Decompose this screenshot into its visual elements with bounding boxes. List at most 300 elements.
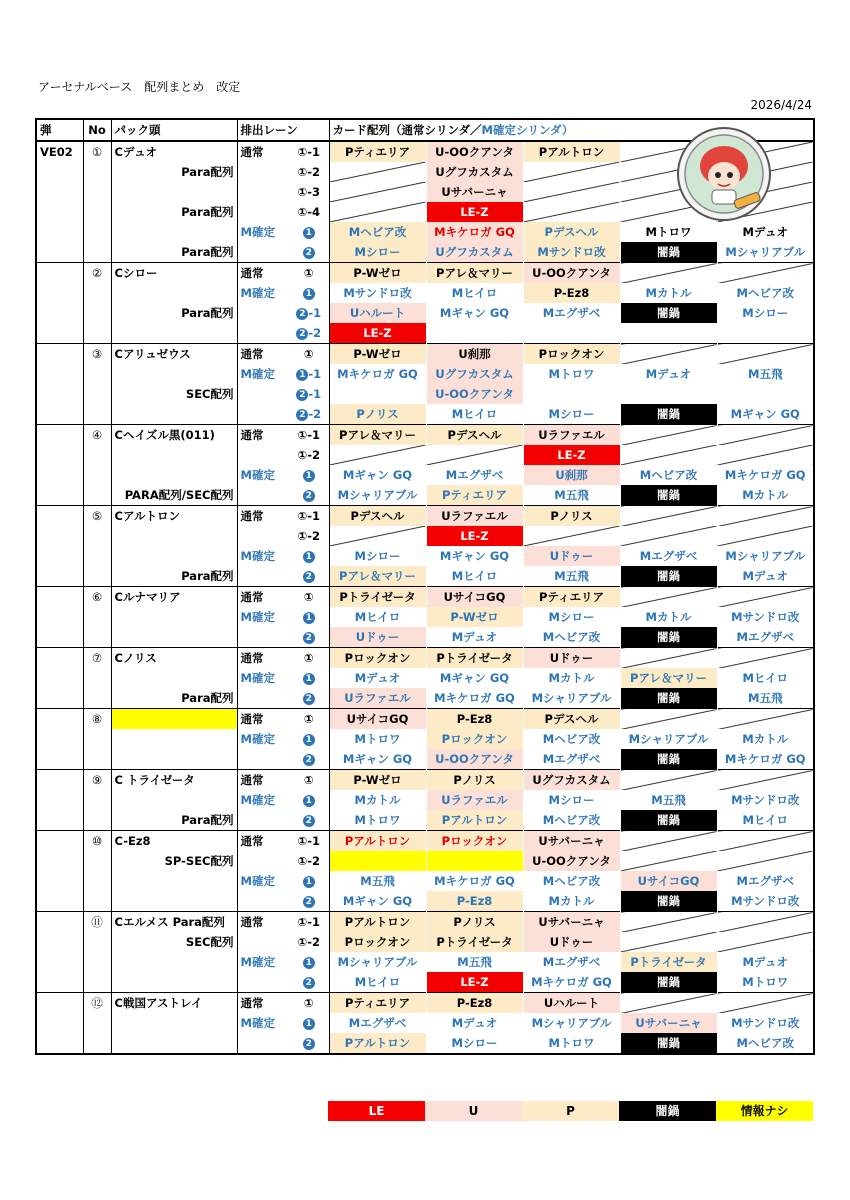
card-slot (329, 851, 426, 871)
card-slot: Uドゥー (523, 932, 620, 952)
lane-number (289, 1013, 329, 1033)
table-row (36, 993, 814, 1014)
card-slot: Pティエリア (426, 485, 523, 506)
card-slot: Mデュオ (717, 222, 814, 242)
card-slot (620, 425, 717, 446)
pack-arrangement: Para配列 (181, 205, 234, 219)
table-row (36, 790, 814, 810)
lane-number (289, 384, 329, 404)
table-row (36, 242, 814, 263)
lane-number (289, 607, 329, 627)
card-slot: Pアレ＆マリー (329, 425, 426, 446)
card-slot: 闇鍋 (620, 627, 717, 648)
card-slot (523, 526, 620, 546)
card-slot: Mエグザベ (523, 303, 620, 323)
pack-number (83, 1013, 111, 1033)
card-slot: Pデスヘル (426, 425, 523, 446)
dan-cell (36, 648, 83, 669)
card-slot: Mサンドロ改 (523, 242, 620, 263)
card-slot: UサイコGQ (426, 587, 523, 608)
card-slot (717, 506, 814, 527)
card-slot: 闇鍋 (620, 303, 717, 323)
card-slot: Pトライゼータ (426, 932, 523, 952)
pack-cell (111, 993, 237, 1014)
lane-type (237, 323, 289, 344)
card-slot: Mエグザベ (523, 952, 620, 972)
table-row (36, 506, 814, 527)
card-slot: 闇鍋 (620, 972, 717, 993)
pack-number (83, 871, 111, 891)
pack-name: Cヘイズル黒(011) (114, 428, 215, 442)
card-slot: 闇鍋 (620, 1033, 717, 1054)
card-slot: P-Wゼロ (329, 344, 426, 365)
card-slot (620, 587, 717, 608)
card-slot (620, 648, 717, 669)
card-slot: Mエグザベ (717, 871, 814, 891)
pack-cell (111, 648, 237, 669)
card-slot: Mサンドロ改 (717, 790, 814, 810)
card-slot: Mトロワ (620, 222, 717, 242)
card-slot (717, 932, 814, 952)
card-slot: Mヒイロ (717, 668, 814, 688)
pack-cell (111, 465, 237, 485)
lane-type: 通常 (237, 648, 289, 669)
card-slot (329, 182, 426, 202)
card-slot: Mヒイロ (329, 972, 426, 993)
card-slot: Mトロワ (523, 364, 620, 384)
card-slot: Mサンドロ改 (329, 283, 426, 303)
pack-number (83, 445, 111, 465)
card-slot: Uハルート (329, 303, 426, 323)
pack-cell (111, 566, 237, 587)
lane-number (289, 546, 329, 566)
card-slot: Mシャリアブル (523, 688, 620, 709)
card-slot (620, 384, 717, 404)
pack-cell (111, 222, 237, 242)
pack-number (83, 485, 111, 506)
lane-type (237, 202, 289, 222)
card-slot: Mキケロガ GQ (426, 222, 523, 242)
dan-cell (36, 283, 83, 303)
lane-circle-icon: 1 (296, 369, 308, 381)
header-cards-m: M確定シリンダ） (481, 123, 574, 137)
card-slot: Mヘビア改 (523, 729, 620, 749)
card-slot: LE-Z (329, 323, 426, 344)
lane-suffix: -1 (308, 306, 322, 320)
lane-number (289, 242, 329, 263)
lane-number: ①-2 (289, 932, 329, 952)
card-slot: Pノリス (426, 912, 523, 933)
pack-cell (111, 425, 237, 446)
card-slot: U-OOクアンタ (523, 851, 620, 871)
card-slot: Uグフカスタム (523, 770, 620, 791)
card-slot: Uグフカスタム (426, 364, 523, 384)
lane-type (237, 526, 289, 546)
card-slot: Mシロー (717, 303, 814, 323)
card-slot (426, 323, 523, 344)
card-slot (717, 384, 814, 404)
table-row (36, 587, 814, 608)
lane-type (237, 932, 289, 952)
card-slot: Mエグザベ (523, 749, 620, 770)
document-date: 2026/4/24 (750, 98, 812, 112)
pack-number (83, 222, 111, 242)
lane-number (289, 891, 329, 912)
lane-type (237, 972, 289, 993)
table-row (36, 810, 814, 831)
lane-suffix: -1 (308, 387, 322, 401)
pack-cell (111, 485, 237, 506)
table-row (36, 607, 814, 627)
lane-type: M確定 (240, 732, 275, 746)
dan-cell (36, 972, 83, 993)
card-slot: Pアルトロン (329, 831, 426, 852)
dan-cell (36, 810, 83, 831)
card-slot (620, 851, 717, 871)
lane-circle-icon: 2 (303, 632, 315, 644)
card-slot: Mエグザベ (717, 627, 814, 648)
dan-cell (36, 182, 83, 202)
card-slot: Mギャン GQ (717, 404, 814, 425)
dan-cell (36, 729, 83, 749)
card-slot: Uラファエル (426, 506, 523, 527)
table-row (36, 709, 814, 730)
card-slot: Mシャリアブル (620, 729, 717, 749)
card-slot (426, 851, 523, 871)
table-row (36, 566, 814, 587)
card-slot (620, 770, 717, 791)
pack-number (83, 566, 111, 587)
lane-circle-icon: 2 (296, 389, 308, 401)
card-slot (717, 587, 814, 608)
card-slot: Mキケロガ GQ (717, 749, 814, 770)
pack-number (83, 749, 111, 770)
lane-type: M確定 (240, 549, 275, 563)
pack-number: ④ (83, 425, 111, 446)
lane-number (289, 283, 329, 303)
lane-type (237, 242, 289, 263)
legend-item: P (522, 1101, 619, 1121)
lane-circle-icon: 1 (303, 957, 315, 969)
card-slot (717, 851, 814, 871)
lane-number (289, 749, 329, 770)
card-slot: Pアルトロン (329, 912, 426, 933)
card-slot (329, 384, 426, 404)
card-slot: Mデュオ (717, 566, 814, 587)
pack-arrangement: Para配列 (181, 691, 234, 705)
pack-cell (111, 283, 237, 303)
lane-number: ①-2 (289, 851, 329, 871)
card-slot: Pロックオン (523, 344, 620, 365)
lane-number: ①-2 (289, 162, 329, 182)
card-slot: Mトロワ (523, 1033, 620, 1054)
card-slot: Mデュオ (426, 1013, 523, 1033)
lane-number (289, 972, 329, 993)
lane-number (289, 222, 329, 242)
card-slot: Mシロー (523, 607, 620, 627)
card-slot: LE-Z (523, 445, 620, 465)
pack-cell (111, 506, 237, 527)
card-slot: LE-Z (426, 972, 523, 993)
lane-type: 通常 (237, 344, 289, 365)
card-slot: Mトロワ (717, 972, 814, 993)
pack-number: ③ (83, 344, 111, 365)
pack-arrangement: SEC配列 (185, 935, 234, 949)
card-slot: Pデスヘル (329, 506, 426, 527)
card-slot: Mキケロガ GQ (329, 364, 426, 384)
lane-type: 通常 (237, 506, 289, 527)
card-slot (717, 912, 814, 933)
card-slot: M五飛 (717, 364, 814, 384)
dan-cell (36, 932, 83, 952)
lane-type (237, 688, 289, 709)
table-row (36, 222, 814, 242)
lane-type: M確定 (240, 955, 275, 969)
lane-number: ① (289, 770, 329, 791)
pack-number: ② (83, 263, 111, 284)
card-slot: Pティエリア (523, 587, 620, 608)
pack-number (83, 182, 111, 202)
lane-type: 通常 (237, 993, 289, 1014)
pack-number: ① (83, 141, 111, 162)
table-row (36, 648, 814, 669)
lane-number (289, 688, 329, 709)
lane-circle-icon: 2 (296, 409, 308, 421)
lane-number (289, 952, 329, 972)
card-slot: Mトロワ (329, 729, 426, 749)
card-slot: LE-Z (426, 526, 523, 546)
card-slot: 闇鍋 (620, 404, 717, 425)
card-slot: Uサバーニャ (523, 831, 620, 852)
pack-cell (111, 770, 237, 791)
card-slot: Mシロー (329, 242, 426, 263)
dan-cell (36, 871, 83, 891)
header-no: No (83, 119, 111, 141)
lane-type (237, 445, 289, 465)
card-slot: Mシロー (523, 404, 620, 425)
card-slot (523, 323, 620, 344)
lane-circle-icon: 1 (303, 795, 315, 807)
lane-type (237, 404, 289, 425)
lane-number (289, 323, 329, 344)
card-slot: Uサバーニャ (426, 182, 523, 202)
card-slot: Mヘビア改 (523, 627, 620, 648)
card-slot: Mキケロガ GQ (426, 688, 523, 709)
lane-circle-icon: 2 (303, 896, 315, 908)
header-dan: 弾 (36, 119, 83, 141)
lane-number (289, 566, 329, 587)
table-row (36, 688, 814, 709)
card-slot (717, 445, 814, 465)
card-slot: Mシロー (523, 790, 620, 810)
pack-name: C トライゼータ (114, 773, 195, 787)
card-slot (717, 323, 814, 344)
card-slot: Mシロー (426, 1033, 523, 1054)
table-row (36, 1013, 814, 1033)
card-slot: U-OOクアンタ (426, 749, 523, 770)
pack-cell (111, 1033, 237, 1054)
lane-number: ①-4 (289, 202, 329, 222)
legend-item: 情報ナシ (716, 1101, 813, 1121)
lane-number (289, 790, 329, 810)
pack-number (83, 283, 111, 303)
lane-circle-icon: 1 (303, 876, 315, 888)
card-slot: Mヒイロ (426, 283, 523, 303)
pack-cell (111, 384, 237, 404)
dan-cell (36, 364, 83, 384)
card-slot (329, 202, 426, 222)
card-slot: Mヒイロ (329, 607, 426, 627)
pack-cell (111, 182, 237, 202)
dan-cell: VE02 (36, 141, 83, 162)
card-slot: Mシャリアブル (717, 242, 814, 263)
table-row (36, 851, 814, 871)
pack-number: ⑧ (83, 709, 111, 730)
pack-number (83, 729, 111, 749)
card-slot: M五飛 (523, 566, 620, 587)
card-slot: Pアレ＆マリー (426, 263, 523, 284)
card-slot: Mギャン GQ (329, 749, 426, 770)
pack-arrangement: SEC配列 (185, 387, 234, 401)
pack-number: ⑦ (83, 648, 111, 669)
lane-number: ①-3 (289, 182, 329, 202)
pack-number (83, 627, 111, 648)
lane-type (237, 1033, 289, 1054)
header-lane: 排出レーン (237, 119, 329, 141)
card-slot: M五飛 (426, 952, 523, 972)
legend-item: U (425, 1101, 522, 1121)
lane-type: 通常 (237, 425, 289, 446)
lane-type (237, 627, 289, 648)
pack-number: ⑥ (83, 587, 111, 608)
table-row (36, 668, 814, 688)
pack-cell (111, 952, 237, 972)
card-slot: Mシロー (329, 546, 426, 566)
dan-cell (36, 993, 83, 1014)
lane-suffix: -2 (308, 407, 322, 421)
card-slot: 闇鍋 (620, 566, 717, 587)
pack-name: Cエルメス Para配列 (114, 915, 225, 929)
pack-cell (111, 688, 237, 709)
lane-number: ① (289, 587, 329, 608)
card-slot: Uサバーニャ (523, 912, 620, 933)
card-slot: Mデュオ (426, 627, 523, 648)
dan-cell (36, 384, 83, 404)
card-slot (523, 182, 620, 202)
pack-name: Cデュオ (114, 145, 158, 159)
character-sticker-icon (676, 126, 772, 222)
dan-cell (36, 344, 83, 365)
pack-cell (111, 932, 237, 952)
lane-circle-icon: 1 (303, 551, 315, 563)
lane-type: M確定 (240, 1016, 275, 1030)
card-slot: Uドゥー (329, 627, 426, 648)
table-row (36, 952, 814, 972)
table-row (36, 384, 814, 404)
pack-number (83, 1033, 111, 1054)
pack-number (83, 932, 111, 952)
dan-cell (36, 162, 83, 182)
lane-circle-icon: 2 (303, 693, 315, 705)
table-row (36, 831, 814, 852)
lane-type: M確定 (240, 610, 275, 624)
card-slot: P-Ez8 (426, 993, 523, 1014)
card-slot: P-Ez8 (426, 891, 523, 912)
card-slot: Mヘビア改 (329, 222, 426, 242)
lane-number (289, 485, 329, 506)
card-slot: Mエグザベ (329, 1013, 426, 1033)
pack-cell (111, 831, 237, 852)
lane-type: M確定 (240, 286, 275, 300)
card-slot: Mギャン GQ (329, 891, 426, 912)
dan-cell (36, 912, 83, 933)
card-slot: Mデュオ (717, 952, 814, 972)
card-slot (329, 526, 426, 546)
table-row (36, 485, 814, 506)
dan-cell (36, 546, 83, 566)
dan-cell (36, 465, 83, 485)
card-slot: Pデスヘル (523, 709, 620, 730)
pack-arrangement: Para配列 (181, 306, 234, 320)
dan-cell (36, 587, 83, 608)
table-row (36, 344, 814, 365)
pack-cell (111, 404, 237, 425)
lane-type: 通常 (237, 770, 289, 791)
card-slot (523, 202, 620, 222)
card-slot: Uラファエル (329, 688, 426, 709)
lane-type: M確定 (240, 225, 275, 239)
dan-cell (36, 627, 83, 648)
card-slot: Pデスヘル (523, 222, 620, 242)
table-row (36, 1033, 814, 1054)
card-slot: 闇鍋 (620, 749, 717, 770)
lane-number (289, 364, 329, 384)
pack-cell (111, 303, 237, 323)
card-slot (620, 709, 717, 730)
pack-number (83, 162, 111, 182)
card-slot (620, 344, 717, 365)
pack-number (83, 364, 111, 384)
lane-circle-icon: 2 (296, 308, 308, 320)
lane-circle-icon: 1 (303, 288, 315, 300)
card-slot (620, 263, 717, 284)
dan-cell (36, 709, 83, 730)
table-row (36, 912, 814, 933)
card-slot (329, 445, 426, 465)
card-slot: Pノリス (329, 404, 426, 425)
pack-cell (111, 323, 237, 344)
pack-number: ⑤ (83, 506, 111, 527)
lane-circle-icon: 2 (303, 247, 315, 259)
lane-circle-icon: 1 (303, 734, 315, 746)
pack-name: Cノリス (114, 651, 157, 665)
pack-cell (111, 263, 237, 284)
lane-number (289, 465, 329, 485)
card-slot: Mキケロガ GQ (523, 972, 620, 993)
pack-number (83, 688, 111, 709)
card-slot: Mキケロガ GQ (717, 465, 814, 485)
card-slot: Mシャリアブル (717, 546, 814, 566)
card-slot (426, 445, 523, 465)
pack-number: ⑪ (83, 912, 111, 933)
pack-cell (111, 344, 237, 365)
card-slot: Mエグザベ (426, 465, 523, 485)
card-slot: Pノリス (426, 770, 523, 791)
card-slot: Mキケロガ GQ (426, 871, 523, 891)
table-row (36, 425, 814, 446)
pack-number (83, 668, 111, 688)
pack-cell (111, 871, 237, 891)
